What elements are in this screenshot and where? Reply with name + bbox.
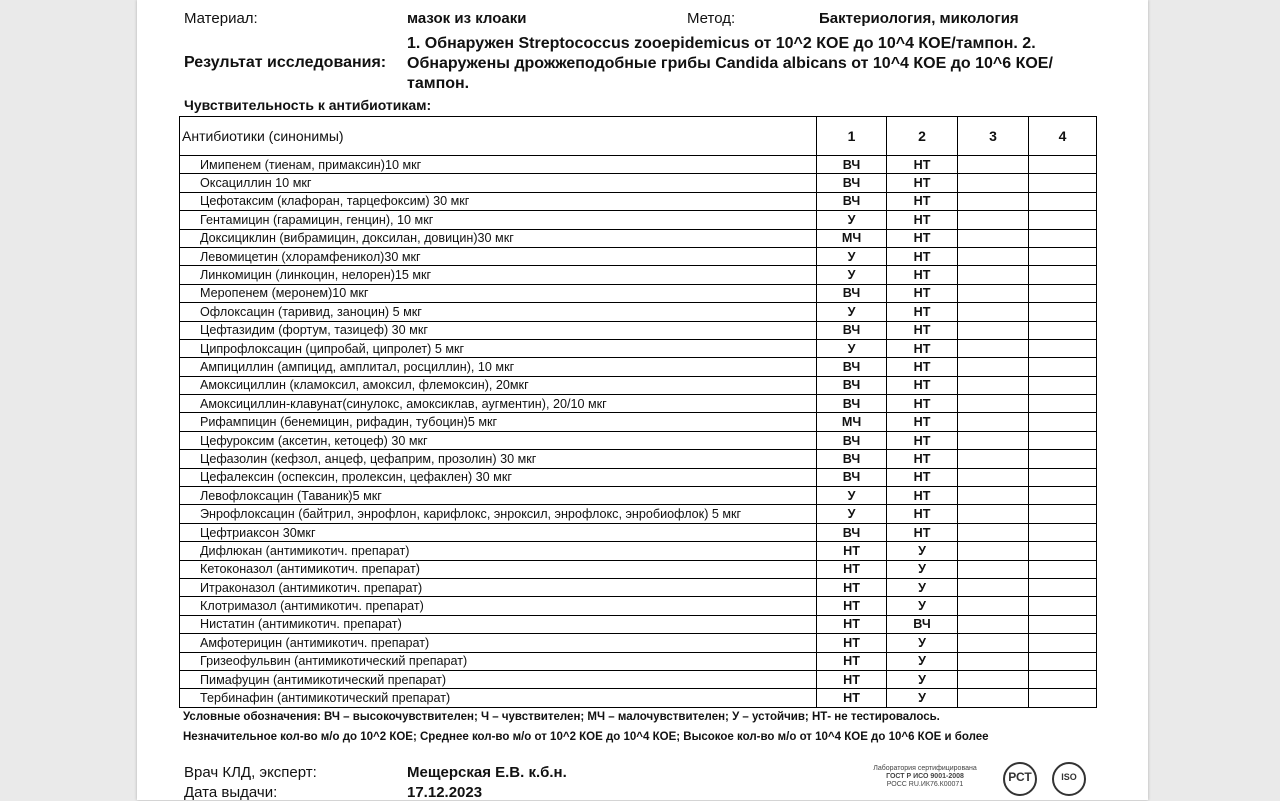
column-header-4: 4 bbox=[1029, 117, 1097, 156]
table-row bbox=[180, 358, 1097, 376]
date-value: 17.12.2023 bbox=[407, 784, 483, 801]
result-col-4 bbox=[1029, 211, 1097, 229]
result-col-4 bbox=[1029, 321, 1097, 339]
antibiotic-name: Гентамицин (гарамицин, генцин), 10 мкг bbox=[180, 211, 817, 229]
result-col-3 bbox=[958, 358, 1029, 376]
result-col-2: ВЧ bbox=[887, 615, 958, 633]
table-row bbox=[180, 376, 1097, 394]
result-col-4 bbox=[1029, 339, 1097, 357]
result-col-2: НТ bbox=[887, 450, 958, 468]
result-col-4 bbox=[1029, 192, 1097, 210]
result-label: Результат исследования: bbox=[184, 54, 387, 71]
table-row bbox=[180, 505, 1097, 523]
result-col-2: НТ bbox=[887, 523, 958, 541]
result-col-4 bbox=[1029, 505, 1097, 523]
antibiotic-name: Линкомицин (линкоцин, нелорен)15 мкг bbox=[180, 266, 817, 284]
antibiotic-name: Имипенем (тиенам, примаксин)10 мкг bbox=[180, 156, 817, 174]
result-col-3 bbox=[958, 229, 1029, 247]
result-col-4 bbox=[1029, 487, 1097, 505]
result-col-2: НТ bbox=[887, 303, 958, 321]
result-col-4 bbox=[1029, 615, 1097, 633]
result-col-3 bbox=[958, 174, 1029, 192]
table-row bbox=[180, 689, 1097, 707]
result-col-3 bbox=[958, 468, 1029, 486]
result-col-1: НТ bbox=[817, 578, 887, 596]
result-col-4 bbox=[1029, 156, 1097, 174]
result-col-3 bbox=[958, 615, 1029, 633]
table-row bbox=[180, 523, 1097, 541]
result-col-2: НТ bbox=[887, 211, 958, 229]
result-col-4 bbox=[1029, 523, 1097, 541]
result-text: 1. Обнаружен Streptococcus zooepidemicus от 10^2 КОЕ до 10^4 КОЕ/тампон. 2. Обнаружены дрожжеподобные грибы Candida albicans от 10^4 КОЕ до 10^6 КОЕ/тампон. bbox=[407, 35, 1053, 92]
result-col-2: НТ bbox=[887, 487, 958, 505]
antibiotic-name: Амфотерицин (антимикотич. препарат) bbox=[180, 634, 817, 652]
cert-line-1: Лаборатория сертифицирована bbox=[873, 765, 977, 772]
result-col-1: МЧ bbox=[817, 413, 887, 431]
antibiotic-name: Ампициллин (ампицид, амплитал, росциллин), 10 мкг bbox=[180, 358, 817, 376]
table-row bbox=[180, 266, 1097, 284]
table-row bbox=[180, 487, 1097, 505]
result-col-4 bbox=[1029, 229, 1097, 247]
result-col-3 bbox=[958, 156, 1029, 174]
iso-logo-text: ISO bbox=[1061, 772, 1077, 782]
result-col-2: НТ bbox=[887, 229, 958, 247]
table-row bbox=[180, 339, 1097, 357]
table-row bbox=[180, 413, 1097, 431]
result-col-2: НТ bbox=[887, 395, 958, 413]
antibiotic-name: Рифампицин (бенемицин, рифадин, тубоцин)5 мкг bbox=[180, 413, 817, 431]
antibiotic-name: Гризеофульвин (антимикотический препарат) bbox=[180, 652, 817, 670]
antibiotic-name: Левомицетин (хлорамфеникол)30 мкг bbox=[180, 247, 817, 265]
table-row bbox=[180, 542, 1097, 560]
result-col-3 bbox=[958, 413, 1029, 431]
table-row bbox=[180, 615, 1097, 633]
result-col-1: НТ bbox=[817, 652, 887, 670]
method-value: Бактериология, микология bbox=[819, 10, 1019, 27]
result-col-1: ВЧ bbox=[817, 358, 887, 376]
result-col-3 bbox=[958, 634, 1029, 652]
rst-logo-icon bbox=[1003, 762, 1037, 796]
rst-logo-text: РСТ bbox=[1008, 770, 1032, 784]
result-col-4 bbox=[1029, 670, 1097, 688]
result-col-3 bbox=[958, 505, 1029, 523]
antibiotic-table bbox=[179, 116, 1097, 708]
result-col-2: У bbox=[887, 670, 958, 688]
result-col-3 bbox=[958, 542, 1029, 560]
result-col-1: ВЧ bbox=[817, 431, 887, 449]
antibiotic-name: Цефтазидим (фортум, тазицеф) 30 мкг bbox=[180, 321, 817, 339]
result-col-3 bbox=[958, 247, 1029, 265]
result-col-4 bbox=[1029, 413, 1097, 431]
result-col-3 bbox=[958, 266, 1029, 284]
result-col-1: НТ bbox=[817, 689, 887, 707]
result-col-1: ВЧ bbox=[817, 192, 887, 210]
result-col-4 bbox=[1029, 358, 1097, 376]
antibiotic-name: Амоксициллин-клавунат(синулокс, амоксиклав, аугментин), 20/10 мкг bbox=[180, 395, 817, 413]
antibiotic-name: Цефалексин (оспексин, пролексин, цефаклен) 30 мкг bbox=[180, 468, 817, 486]
result-col-1: ВЧ bbox=[817, 523, 887, 541]
antibiotic-name: Оксациллин 10 мкг bbox=[180, 174, 817, 192]
result-col-4 bbox=[1029, 266, 1097, 284]
table-row bbox=[180, 174, 1097, 192]
result-col-2: НТ bbox=[887, 505, 958, 523]
antibiotic-name: Клотримазол (антимикотич. препарат) bbox=[180, 597, 817, 615]
result-col-4 bbox=[1029, 578, 1097, 596]
result-col-4 bbox=[1029, 542, 1097, 560]
result-col-1: НТ bbox=[817, 542, 887, 560]
table-row bbox=[180, 634, 1097, 652]
result-col-4 bbox=[1029, 560, 1097, 578]
result-col-1: ВЧ bbox=[817, 321, 887, 339]
antibiotic-table-body bbox=[180, 156, 1097, 708]
result-col-3 bbox=[958, 303, 1029, 321]
table-row bbox=[180, 192, 1097, 210]
result-col-2: НТ bbox=[887, 174, 958, 192]
result-col-3 bbox=[958, 670, 1029, 688]
column-header-1: 1 bbox=[817, 117, 887, 156]
result-col-3 bbox=[958, 339, 1029, 357]
table-row bbox=[180, 578, 1097, 596]
result-col-1: НТ bbox=[817, 670, 887, 688]
result-col-1: У bbox=[817, 247, 887, 265]
antibiotic-name: Тербинафин (антимикотический препарат) bbox=[180, 689, 817, 707]
result-col-2: НТ bbox=[887, 413, 958, 431]
result-col-1: ВЧ bbox=[817, 468, 887, 486]
result-col-2: У bbox=[887, 634, 958, 652]
result-col-1: У bbox=[817, 339, 887, 357]
result-col-4 bbox=[1029, 689, 1097, 707]
result-col-3 bbox=[958, 395, 1029, 413]
antibiotic-name: Меропенем (меронем)10 мкг bbox=[180, 284, 817, 302]
doctor-label: Врач КЛД, эксперт: bbox=[184, 764, 317, 781]
result-col-4 bbox=[1029, 450, 1097, 468]
legend-line-2: Незначительное кол-во м/о до 10^2 КОЕ; Среднее кол-во м/о от 10^2 КОЕ до 10^4 КОЕ; Высокое кол-во м/о от 10^4 КОЕ до 10^6 КОЕ и более bbox=[183, 731, 989, 743]
legend-line-1: Условные обозначения: ВЧ – высокочувствителен; Ч – чувствителен; МЧ – малочувствителен; У – устойчив; НТ- не тестировалось. bbox=[183, 711, 940, 723]
result-col-1: У bbox=[817, 266, 887, 284]
result-col-1: НТ bbox=[817, 597, 887, 615]
result-col-1: ВЧ bbox=[817, 156, 887, 174]
date-label: Дата выдачи: bbox=[184, 784, 278, 801]
result-col-4 bbox=[1029, 597, 1097, 615]
antibiotic-name: Цефазолин (кефзол, анцеф, цефаприм, прозолин) 30 мкг bbox=[180, 450, 817, 468]
result-col-1: ВЧ bbox=[817, 174, 887, 192]
result-col-1: У bbox=[817, 211, 887, 229]
result-col-2: НТ bbox=[887, 468, 958, 486]
result-col-4 bbox=[1029, 634, 1097, 652]
table-row bbox=[180, 468, 1097, 486]
antibiotic-name: Амоксициллин (кламоксил, амоксил, флемоксин), 20мкг bbox=[180, 376, 817, 394]
result-col-3 bbox=[958, 192, 1029, 210]
result-col-3 bbox=[958, 523, 1029, 541]
antibiotic-name: Кетоконазол (антимикотич. препарат) bbox=[180, 560, 817, 578]
antibiotic-name: Офлоксацин (таривид, заноцин) 5 мкг bbox=[180, 303, 817, 321]
certification-text bbox=[850, 765, 1000, 789]
column-header-2: 2 bbox=[887, 117, 958, 156]
report-page bbox=[137, 0, 1148, 800]
table-row bbox=[180, 156, 1097, 174]
result-col-2: У bbox=[887, 542, 958, 560]
result-col-1: НТ bbox=[817, 560, 887, 578]
result-col-2: У bbox=[887, 652, 958, 670]
table-row bbox=[180, 670, 1097, 688]
material-value: мазок из клоаки bbox=[407, 10, 527, 27]
column-header-3: 3 bbox=[958, 117, 1029, 156]
method-label: Метод: bbox=[687, 10, 736, 27]
result-col-4 bbox=[1029, 303, 1097, 321]
result-col-3 bbox=[958, 652, 1029, 670]
result-col-3 bbox=[958, 284, 1029, 302]
result-col-4 bbox=[1029, 395, 1097, 413]
antibiotic-name: Левофлоксацин (Таваник)5 мкг bbox=[180, 487, 817, 505]
result-col-3 bbox=[958, 578, 1029, 596]
result-col-2: НТ bbox=[887, 192, 958, 210]
table-row bbox=[180, 211, 1097, 229]
table-row bbox=[180, 597, 1097, 615]
result-col-1: ВЧ bbox=[817, 395, 887, 413]
table-row bbox=[180, 321, 1097, 339]
result-col-3 bbox=[958, 689, 1029, 707]
result-col-2: У bbox=[887, 689, 958, 707]
result-col-4 bbox=[1029, 431, 1097, 449]
result-col-2: У bbox=[887, 560, 958, 578]
result-col-3 bbox=[958, 321, 1029, 339]
material-label: Материал: bbox=[184, 10, 258, 27]
result-col-1: У bbox=[817, 303, 887, 321]
table-row bbox=[180, 431, 1097, 449]
result-col-1: НТ bbox=[817, 615, 887, 633]
result-col-4 bbox=[1029, 174, 1097, 192]
result-col-2: НТ bbox=[887, 358, 958, 376]
result-col-2: НТ bbox=[887, 339, 958, 357]
doctor-value: Мещерская Е.В. к.б.н. bbox=[407, 764, 567, 781]
result-col-4 bbox=[1029, 376, 1097, 394]
result-col-3 bbox=[958, 487, 1029, 505]
antibiotic-name: Доксициклин (вибрамицин, доксилан, довицин)30 мкг bbox=[180, 229, 817, 247]
result-col-2: НТ bbox=[887, 247, 958, 265]
antibiotic-name: Ципрофлоксацин (ципробай, ципролет) 5 мкг bbox=[180, 339, 817, 357]
antibiotic-name: Дифлюкан (антимикотич. препарат) bbox=[180, 542, 817, 560]
table-row bbox=[180, 303, 1097, 321]
table-row bbox=[180, 395, 1097, 413]
result-col-1: ВЧ bbox=[817, 284, 887, 302]
antibiotic-name: Энрофлоксацин (байтрил, энрофлон, карифлокс, энроксил, энрофлокс, энробиофлок) 5 мкг bbox=[180, 505, 817, 523]
sensitivity-title: Чувствительность к антибиотикам: bbox=[184, 97, 432, 113]
result-col-1: ВЧ bbox=[817, 376, 887, 394]
result-col-4 bbox=[1029, 652, 1097, 670]
result-col-1: У bbox=[817, 487, 887, 505]
table-row bbox=[180, 652, 1097, 670]
result-col-3 bbox=[958, 376, 1029, 394]
result-col-3 bbox=[958, 211, 1029, 229]
result-col-2: НТ bbox=[887, 284, 958, 302]
table-header-row bbox=[180, 117, 1097, 156]
result-col-2: НТ bbox=[887, 266, 958, 284]
antibiotic-name: Пимафуцин (антимикотический препарат) bbox=[180, 670, 817, 688]
result-col-4 bbox=[1029, 284, 1097, 302]
result-col-2: НТ bbox=[887, 321, 958, 339]
cert-line-2: ГОСТ Р ИСО 9001-2008 bbox=[886, 773, 964, 780]
result-col-2: У bbox=[887, 597, 958, 615]
table-row bbox=[180, 247, 1097, 265]
antibiotic-name: Нистатин (антимикотич. препарат) bbox=[180, 615, 817, 633]
table-row bbox=[180, 284, 1097, 302]
result-col-1: НТ bbox=[817, 634, 887, 652]
result-col-3 bbox=[958, 450, 1029, 468]
antibiotic-name: Итраконазол (антимикотич. препарат) bbox=[180, 578, 817, 596]
antibiotic-name: Цефотаксим (клафоран, тарцефоксим) 30 мкг bbox=[180, 192, 817, 210]
result-col-2: У bbox=[887, 578, 958, 596]
antibiotic-name: Цефтриаксон 30мкг bbox=[180, 523, 817, 541]
result-col-4 bbox=[1029, 247, 1097, 265]
antibiotics-column-header: Антибиотики (синонимы) bbox=[180, 117, 817, 156]
result-col-4 bbox=[1029, 468, 1097, 486]
result-col-2: НТ bbox=[887, 431, 958, 449]
result-col-1: ВЧ bbox=[817, 450, 887, 468]
table-row bbox=[180, 560, 1097, 578]
iso-logo-icon bbox=[1052, 762, 1086, 796]
result-col-1: МЧ bbox=[817, 229, 887, 247]
result-col-2: НТ bbox=[887, 156, 958, 174]
table-row bbox=[180, 229, 1097, 247]
antibiotic-name: Цефуроксим (аксетин, кетоцеф) 30 мкг bbox=[180, 431, 817, 449]
result-col-2: НТ bbox=[887, 376, 958, 394]
result-col-1: У bbox=[817, 505, 887, 523]
result-col-3 bbox=[958, 597, 1029, 615]
result-col-3 bbox=[958, 560, 1029, 578]
cert-line-3: РОСС RU.ИК76.К00071 bbox=[886, 781, 964, 788]
result-col-3 bbox=[958, 431, 1029, 449]
table-row bbox=[180, 450, 1097, 468]
